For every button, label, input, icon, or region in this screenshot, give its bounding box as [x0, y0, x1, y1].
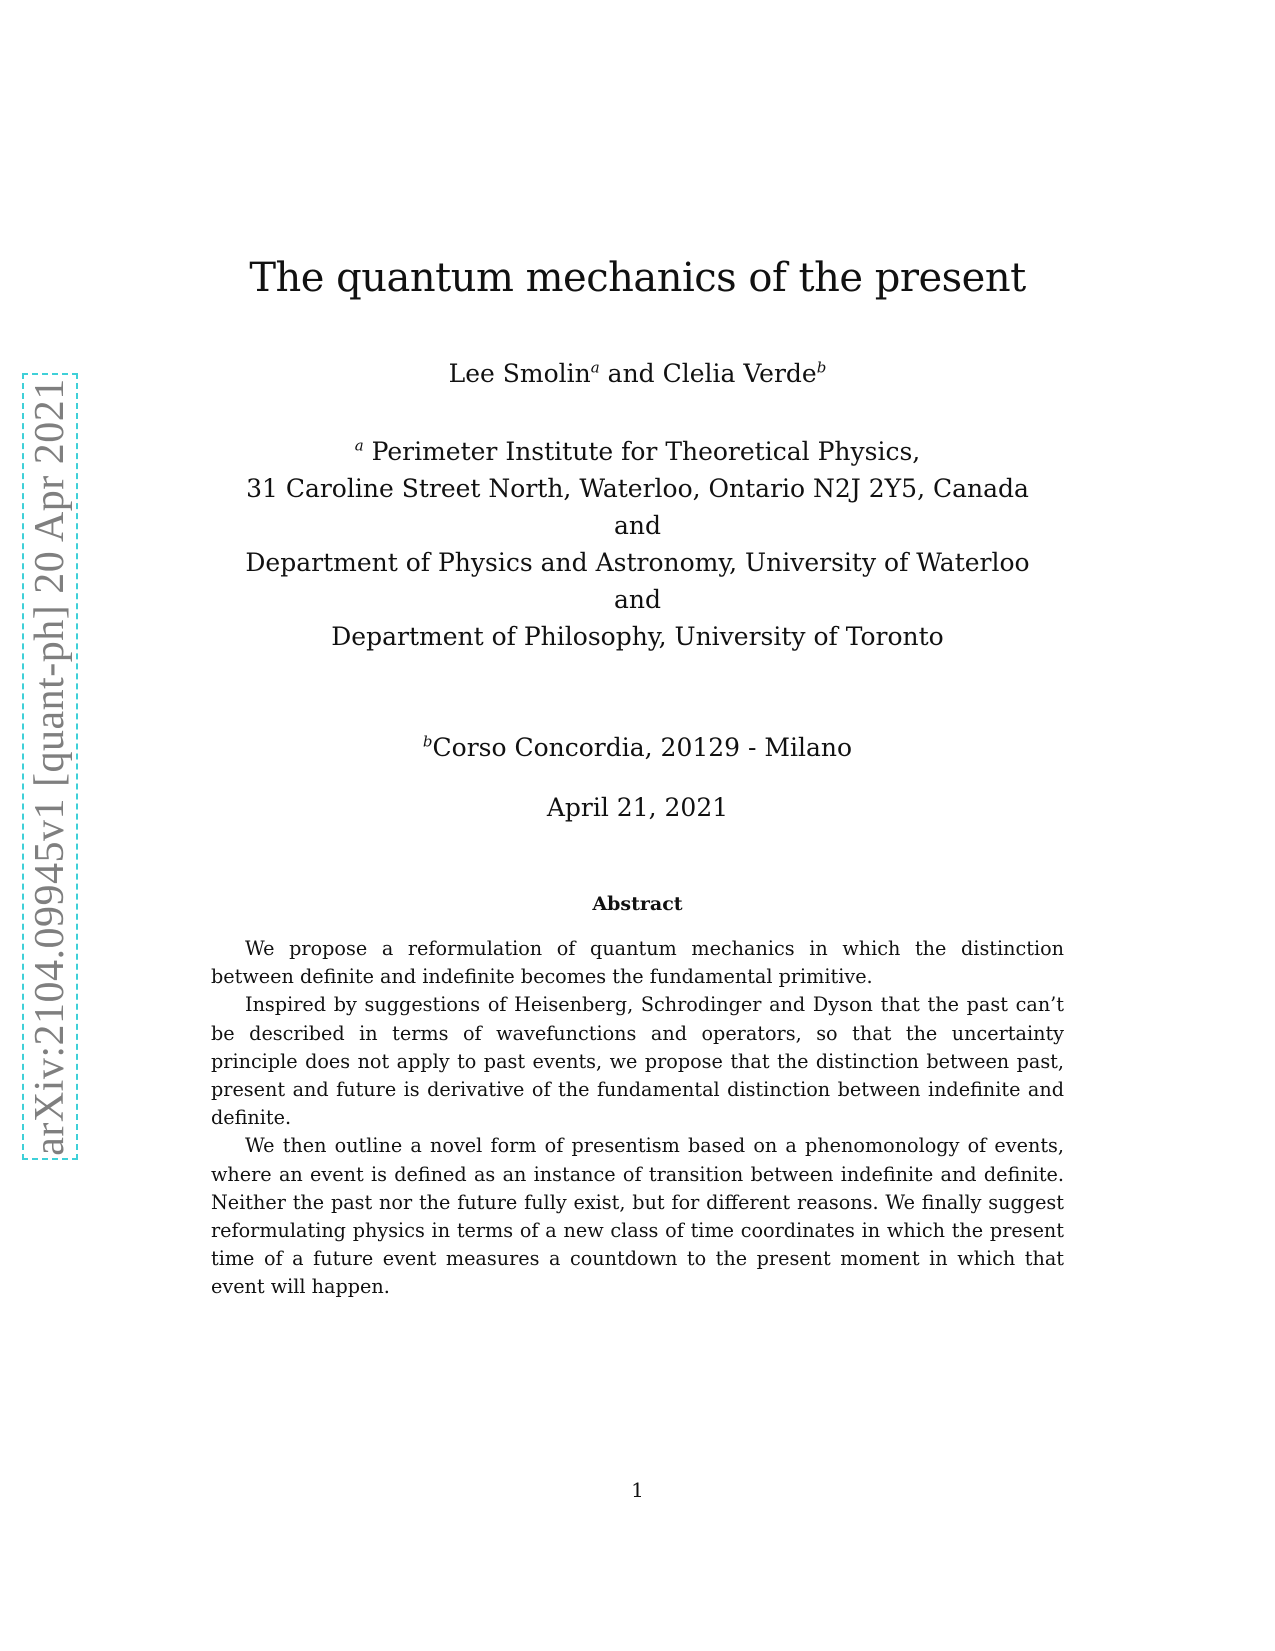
- author-verde: Clelia Verde: [662, 359, 817, 388]
- abstract-paragraph: We then outline a novel form of presentism based on a phenomonology of events, where an event is defined as an instance of transition between indefinite and definite. Neither the past nor the future fully exist, but for different reasons. We finally suggest reformulating physics in terms of a new class of time coordinates in which the present time of a future event measures a countdown to the present moment in which that event will happen.: [211, 1134, 1064, 1299]
- author-conjunction: and: [599, 359, 663, 388]
- page-number: 1: [631, 1478, 644, 1502]
- affiliation-a-block: [0, 433, 1275, 655]
- author-line: [0, 358, 1275, 390]
- affiliation-a-line-4: Department of Physics and Astronomy, University of Waterloo: [245, 548, 1030, 577]
- affiliation-b: [0, 733, 1275, 762]
- paper-date: April 21, 2021: [546, 793, 729, 822]
- affiliation-a-mark: a: [354, 436, 364, 455]
- affiliation-a-line-3: and: [613, 511, 661, 540]
- affiliation-mark-b: b: [816, 358, 827, 377]
- affiliation-a-line-5: and: [613, 585, 661, 614]
- affiliation-mark-a: a: [590, 358, 600, 377]
- abstract-body: [211, 935, 1064, 1302]
- affiliation-a-line-1: $^a$ Perimeter Institute for Theoretical Physics,: [354, 436, 921, 466]
- affiliation-b-text: Corso Concordia, 20129 - Milano: [432, 733, 853, 762]
- abstract-paragraph: Inspired by suggestions of Heisenberg, Schrodinger and Dyson that the past can’t be described in terms of wavefunctions and operators, so that the uncertainty principle does not apply to past events, we propose that the distinction between past, present and future is derivative of the fundamental distinction between indefinite and definite.: [211, 993, 1064, 1130]
- arxiv-identifier: arXiv:2104.09945v1 [quant-ph] 20 Apr 2021: [27, 377, 73, 1156]
- abstract-heading: Abstract: [592, 893, 683, 915]
- abstract-paragraph: We propose a reformulation of quantum mechanics in which the distinction between definite and indefinite becomes the fundamental primitive.: [211, 937, 1064, 989]
- affiliation-a-line-6: Department of Philosophy, University of Toronto: [331, 622, 944, 651]
- affiliation-b-mark: b: [422, 732, 433, 751]
- affiliation-a-line-2: 31 Caroline Street North, Waterloo, Ontario N2J 2Y5, Canada: [246, 474, 1029, 503]
- author-smolin: Lee Smolin: [448, 359, 591, 388]
- paper-title: The quantum mechanics of the present: [249, 255, 1026, 301]
